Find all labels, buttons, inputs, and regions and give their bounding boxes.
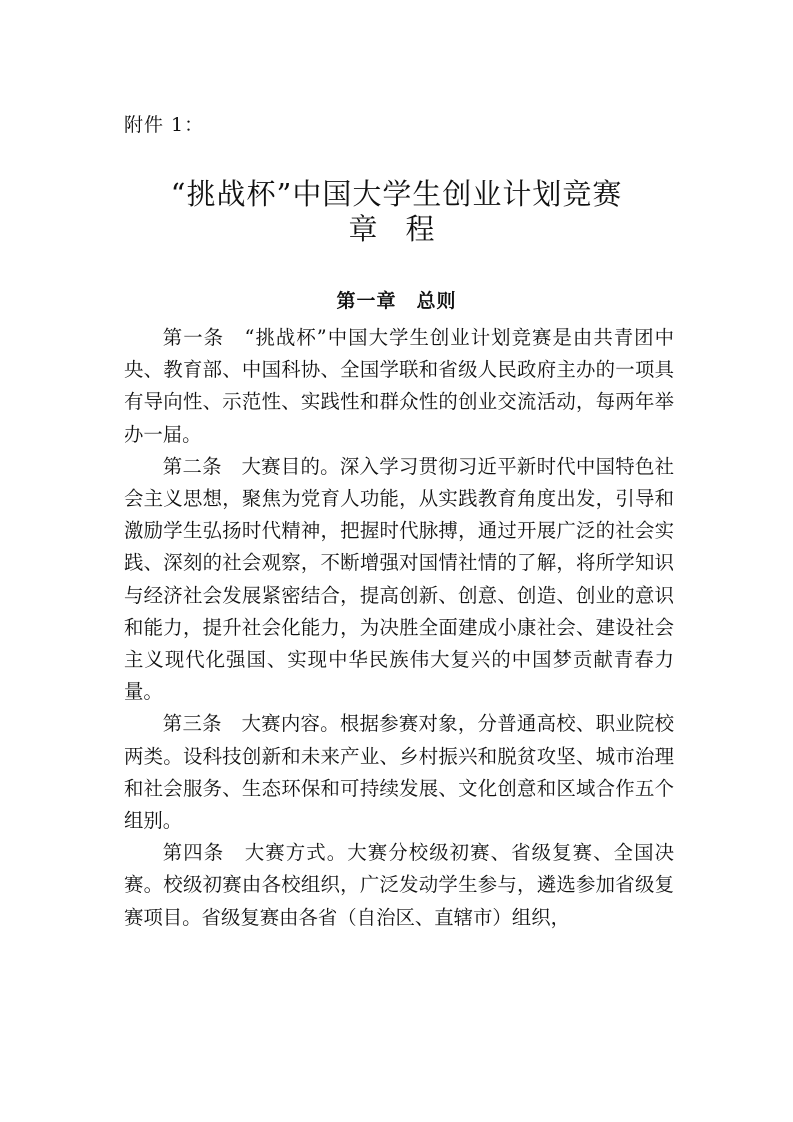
document-body [124,322,674,934]
article-3-paragraph: 第三条 大赛内容。根据参赛对象，分普通高校、职业院校两类。设科技创新和未来产业、乡村振兴和脱贫攻坚、城市治理和社会服务、生态环保和可持续发展、文化创意和区域合作五个组别。 [124,712,674,833]
document-title: “挑战杯”中国大学生创业计划竞赛 [170,177,623,211]
article-4-paragraph: 第四条 大赛方式。大赛分校级初赛、省级复赛、全国决赛。校级初赛由各校组织，广泛发动学生参与，遴选参加省级复赛项目。省级复赛由各省（自治区、直辖市）组织， [124,841,674,929]
document-subtitle: 章程 [348,212,463,246]
chapter-heading: 第一章 总则 [336,290,457,312]
article-1-paragraph: 第一条 “挑战杯”中国大学生创业计划竞赛是由共青团中央、教育部、中国科协、全国学联和省级人民政府主办的一项具有导向性、示范性、实践性和群众性的创业交流活动，每两年举办一届。 [124,326,674,446]
attachment-label: 附件 1： [124,114,205,136]
article-2-paragraph: 第二条 大赛目的。深入学习贯彻习近平新时代中国特色社会主义思想，聚焦为党育人功能，从实践教育角度出发，引导和激励学生弘扬时代精神，把握时代脉搏，通过开展广泛的社会实践、深刻的社会观察，不断增强对国情社情的了解，将所学知识与经济社会发展紧密结合，提高创新、创意、创造、创业的意识和能力，提升社会化能力，为决胜全面建成小康社会、建设社会主义现代化强国、实现中华民族伟大复兴的中国梦贡献青春力量。 [124,454,674,704]
